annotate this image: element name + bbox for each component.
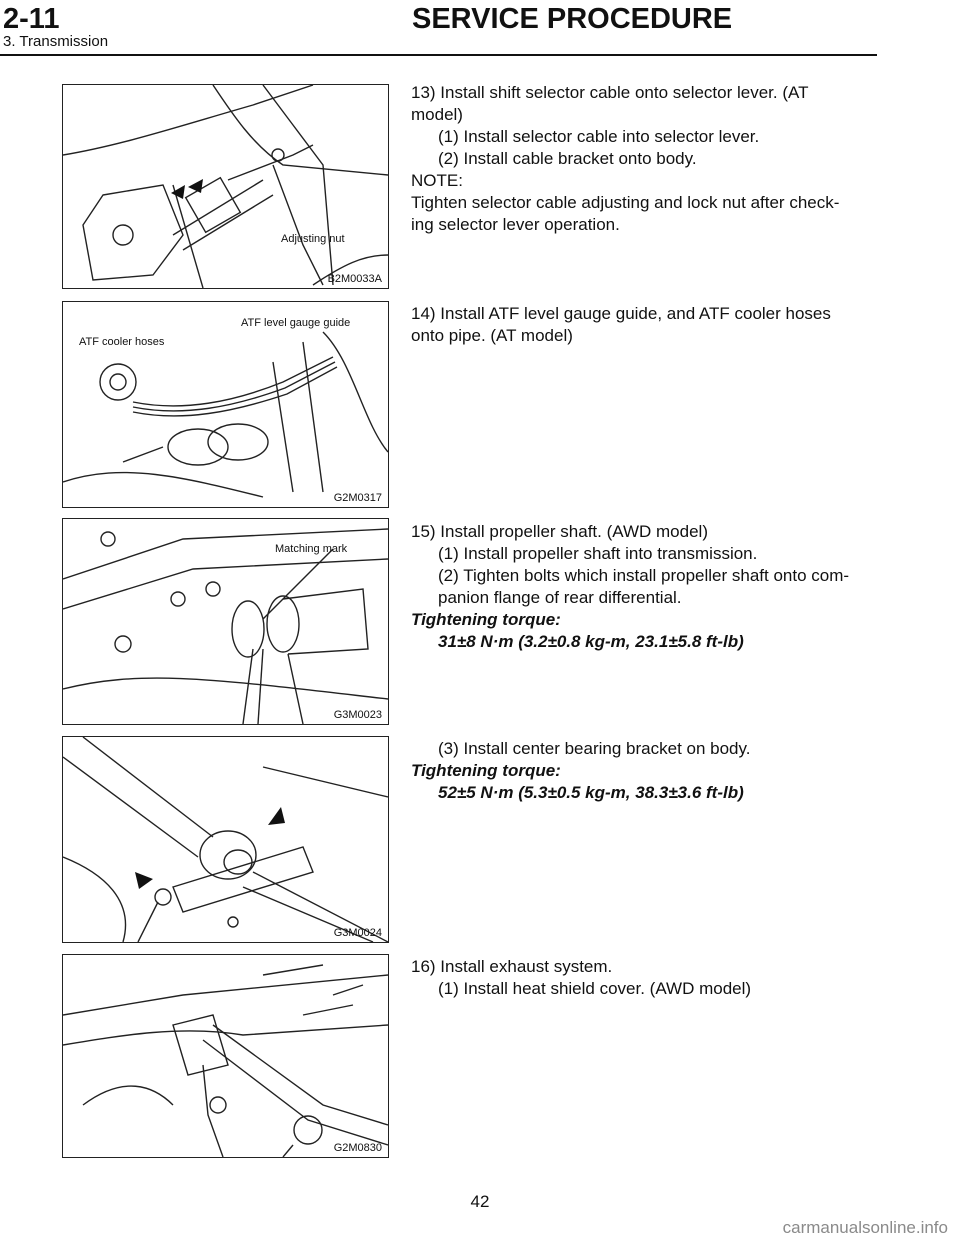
step-16-sub1: (1) Install heat shield cover. (AWD model) <box>438 979 752 998</box>
figure-propeller-shaft <box>62 518 389 725</box>
step-15-sub3: (3) Install center bearing bracket on body. <box>438 739 751 758</box>
torque-label: Tightening torque: <box>411 610 561 629</box>
page-number: 42 <box>470 1192 490 1211</box>
figure-code: B2M0033A <box>327 273 382 285</box>
step-15-continued <box>411 738 881 804</box>
figure-code: G3M0023 <box>333 709 382 721</box>
watermark: carmanualsonline.info <box>782 1218 948 1237</box>
step-15-sub2-cont: panion flange of rear differential. <box>438 588 682 607</box>
figure-exhaust-system <box>62 954 389 1158</box>
torque-value: 52±5 N·m (5.3±0.5 kg-m, 38.3±3.6 ft-lb) <box>438 783 744 802</box>
figure-selector-cable <box>62 84 389 289</box>
step-14-title: 14) Install ATF level gauge guide, and ATF cooler hoses <box>411 304 831 323</box>
figure-code: G2M0830 <box>333 1142 382 1154</box>
step-13-title-cont: model) <box>411 105 463 124</box>
step-14-title-cont: onto pipe. (AT model) <box>411 326 573 345</box>
torque-value: 31±8 N·m (3.2±0.8 kg-m, 23.1±5.8 ft-lb) <box>438 632 744 651</box>
figure-code: G3M0024 <box>333 927 382 939</box>
step-13-sub2: (2) Install cable bracket onto body. <box>438 149 697 168</box>
page-title: SERVICE PROCEDURE <box>412 3 733 35</box>
note-text: Tighten selector cable adjusting and lock nut after check- <box>411 193 840 212</box>
step-16 <box>411 956 881 1000</box>
center-bearing-illustration <box>63 737 388 942</box>
note-text-cont: ing selector lever operation. <box>411 215 620 234</box>
step-15-sub1: (1) Install propeller shaft into transmission. <box>438 544 758 563</box>
step-15-title: 15) Install propeller shaft. (AWD model) <box>411 522 708 541</box>
callout-adjusting-nut: Adjusting nut <box>281 233 345 245</box>
torque-label: Tightening torque: <box>411 761 561 780</box>
step-15 <box>411 521 881 653</box>
note-label: NOTE: <box>411 171 463 190</box>
step-16-title: 16) Install exhaust system. <box>411 957 613 976</box>
header-rule <box>0 54 877 56</box>
callout-atf-level-gauge-guide: ATF level gauge guide <box>241 317 351 329</box>
step-14 <box>411 303 881 347</box>
step-13-title: 13) Install shift selector cable onto selector lever. (AT <box>411 83 809 102</box>
step-15-sub2: (2) Tighten bolts which install propeller shaft onto com- <box>438 566 850 585</box>
section-number: 2-11 <box>3 3 60 35</box>
atf-hoses-illustration <box>63 302 388 507</box>
callout-matching-mark: Matching mark <box>275 543 348 555</box>
figure-atf-hoses <box>62 301 389 508</box>
figure-center-bearing <box>62 736 389 943</box>
callout-atf-cooler-hoses: ATF cooler hoses <box>79 336 165 348</box>
step-13-sub1: (1) Install selector cable into selector lever. <box>438 127 760 146</box>
figure-code: G2M0317 <box>333 492 382 504</box>
step-13 <box>411 82 881 236</box>
selector-cable-illustration <box>63 85 388 288</box>
section-subtitle: 3. Transmission <box>3 33 109 50</box>
exhaust-system-illustration <box>63 955 388 1157</box>
